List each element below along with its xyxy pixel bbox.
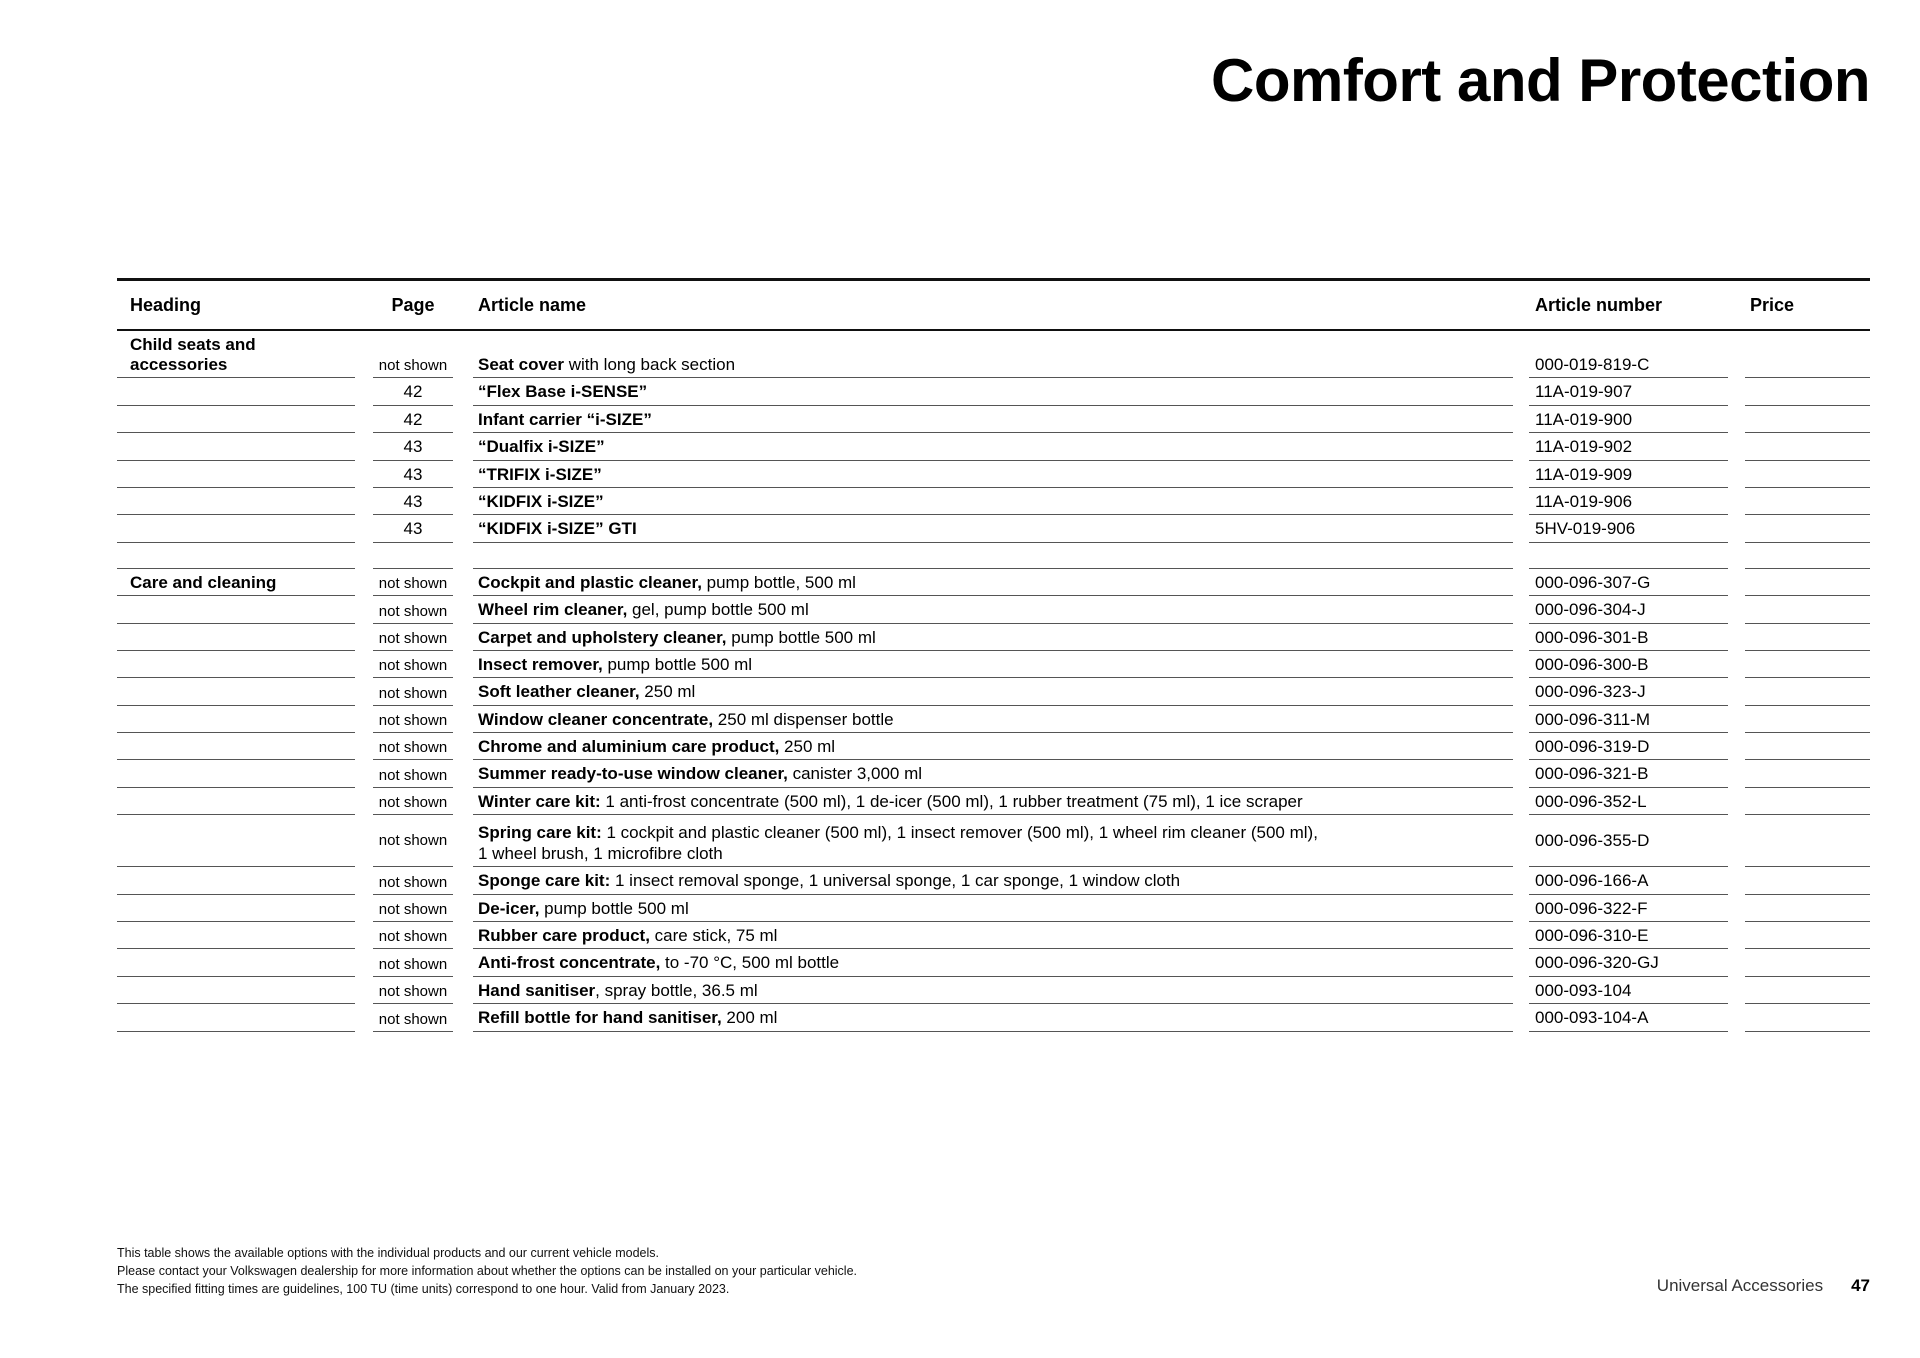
article-name-bold: “TRIFIX i-SIZE”	[478, 464, 602, 484]
table-row	[117, 977, 1870, 1004]
page-title: Comfort and Protection	[1211, 47, 1870, 114]
page-ref: 42	[373, 406, 453, 433]
article-name-bold: Refill bottle for hand sanitiser,	[478, 1008, 722, 1028]
article-number: 11A-019-906	[1529, 488, 1728, 515]
section-heading: Child seats and accessories	[117, 331, 355, 379]
article-name-bold: “KIDFIX i-SIZE”	[478, 491, 604, 511]
empty-cell	[117, 753, 355, 760]
table-row	[117, 515, 1870, 542]
table-row	[117, 331, 1870, 379]
price-cell	[1745, 644, 1870, 651]
page-ref: not shown	[373, 599, 453, 624]
table-row	[117, 461, 1870, 488]
price-cell	[1745, 371, 1870, 378]
article-name	[473, 461, 1513, 488]
footer-section-label: Universal Accessories	[1656, 1276, 1824, 1295]
price-cell	[1745, 399, 1870, 406]
table-row	[117, 406, 1870, 433]
page-ref: not shown	[373, 897, 453, 922]
article-number: 000-096-355-D	[1529, 815, 1728, 867]
price-cell	[1745, 997, 1870, 1004]
article-name-bold: Seat cover	[478, 354, 564, 374]
article-number: 000-096-321-B	[1529, 760, 1728, 787]
article-name-detail: 250 ml	[779, 737, 836, 757]
article-name	[473, 760, 1513, 787]
table-row	[117, 433, 1870, 460]
price-cell	[1745, 589, 1870, 596]
page-ref: not shown	[373, 626, 453, 651]
table-row	[117, 488, 1870, 515]
page-footer	[1657, 1276, 1870, 1296]
article-name-detail: 250 ml	[639, 682, 696, 702]
article-name-detail-line2: 1 wheel brush, 1 microfibre cloth	[478, 843, 723, 863]
article-name	[473, 378, 1513, 405]
page-ref: 42	[373, 378, 453, 405]
table-row	[117, 569, 1870, 596]
empty-cell	[117, 454, 355, 461]
article-name-bold: Insect remover,	[478, 654, 603, 674]
page-ref: 43	[373, 515, 453, 542]
article-number: 000-096-300-B	[1529, 651, 1728, 678]
article-name-detail: pump bottle 500 ml	[726, 627, 876, 647]
article-name-detail: care stick, 75 ml	[649, 926, 778, 946]
empty-cell	[117, 915, 355, 922]
article-number: 000-093-104	[1529, 977, 1728, 1004]
footnote-line: Please contact your Volkswagen dealership for more information about whether the options can be installed on your particular vehicle.	[117, 1264, 858, 1279]
article-name-bold: Winter care kit:	[478, 791, 601, 811]
article-number: 000-096-352-L	[1529, 788, 1728, 815]
article-name-detail: 250 ml dispenser bottle	[713, 709, 894, 729]
page-ref: 43	[373, 488, 453, 515]
empty-cell	[117, 543, 355, 569]
article-name	[473, 949, 1513, 976]
article-name-bold: Sponge care kit:	[478, 871, 611, 891]
article-name	[473, 596, 1513, 623]
article-name-detail: pump bottle 500 ml	[602, 654, 753, 674]
page-ref: not shown	[373, 571, 453, 596]
table-row	[117, 378, 1870, 405]
article-number: 000-096-319-D	[1529, 733, 1728, 760]
article-name-detail: pump bottle, 500 ml	[701, 572, 856, 592]
price-cell	[1745, 808, 1870, 815]
empty-cell	[117, 536, 355, 543]
empty-cell	[117, 481, 355, 488]
article-name-detail: canister 3,000 ml	[787, 764, 923, 784]
table-row	[117, 815, 1870, 867]
table-row	[117, 624, 1870, 651]
article-name-bold: “Flex Base i-SENSE”	[478, 382, 648, 402]
article-name	[473, 895, 1513, 922]
page-ref: not shown	[373, 653, 453, 678]
table-row	[117, 706, 1870, 733]
empty-cell	[117, 815, 355, 867]
table-row	[117, 922, 1870, 949]
article-name	[473, 678, 1513, 705]
empty-cell	[117, 671, 355, 678]
article-name	[473, 922, 1513, 949]
article-name-detail: 200 ml	[721, 1008, 778, 1028]
price-cell	[1745, 699, 1870, 706]
page-ref: not shown	[373, 870, 453, 895]
article-name-bold: Summer ready-to-use window cleaner,	[478, 764, 788, 784]
article-name-bold: Wheel rim cleaner,	[478, 600, 628, 620]
empty-cell	[117, 1025, 355, 1032]
article-name-bold: Window cleaner concentrate,	[478, 709, 714, 729]
page-ref: not shown	[373, 353, 453, 378]
table-row	[117, 596, 1870, 623]
footnote-line: This table shows the available options with the individual products and our current vehicle models.	[117, 1246, 659, 1260]
column-header-heading: Heading	[130, 295, 202, 315]
article-number: 000-096-307-G	[1529, 569, 1728, 596]
page-ref: not shown	[373, 924, 453, 949]
page-ref: 43	[373, 461, 453, 488]
article-number: 000-096-310-E	[1529, 922, 1728, 949]
article-number: 000-096-322-F	[1529, 895, 1728, 922]
price-cell	[1745, 508, 1870, 515]
price-cell	[1745, 726, 1870, 733]
empty-cell	[117, 644, 355, 651]
article-name	[473, 406, 1513, 433]
empty-cell	[373, 543, 453, 569]
article-name-bold: Soft leather cleaner,	[478, 682, 640, 702]
article-name-bold: “Dualfix i-SIZE”	[478, 437, 605, 457]
table-row	[117, 788, 1870, 815]
page-ref: not shown	[373, 979, 453, 1004]
article-name	[473, 351, 1513, 378]
empty-cell	[117, 970, 355, 977]
empty-cell	[117, 399, 355, 406]
empty-cell	[117, 781, 355, 788]
table-spacer-row	[117, 543, 1870, 569]
article-number: 000-019-819-C	[1529, 351, 1728, 378]
article-name-detail: 1 cockpit and plastic cleaner (500 ml), 1 insect remover (500 ml), 1 wheel rim cleaner (500 ml),	[601, 823, 1318, 843]
article-name	[473, 733, 1513, 760]
empty-cell	[117, 699, 355, 706]
article-name	[473, 569, 1513, 596]
article-name	[473, 515, 1513, 542]
article-name	[473, 706, 1513, 733]
price-cell	[1745, 617, 1870, 624]
table-row	[117, 867, 1870, 894]
article-name	[473, 788, 1513, 815]
article-name	[473, 651, 1513, 678]
page-number: 47	[1851, 1276, 1870, 1295]
price-cell	[1745, 970, 1870, 977]
column-header-article-name: Article name	[478, 295, 587, 315]
article-name-bold: Spring care kit:	[478, 823, 602, 843]
article-name	[473, 488, 1513, 515]
column-header-price: Price	[1750, 295, 1795, 315]
page-ref: not shown	[373, 790, 453, 815]
table-row	[117, 949, 1870, 976]
article-name	[473, 867, 1513, 894]
empty-cell	[473, 543, 1513, 569]
empty-cell	[117, 808, 355, 815]
column-header-page: Page	[391, 295, 435, 315]
empty-cell	[1529, 543, 1728, 569]
footnotes	[117, 1244, 857, 1298]
article-name	[473, 820, 1513, 867]
page-ref: not shown	[373, 763, 453, 788]
article-name	[473, 433, 1513, 460]
article-name-bold: “KIDFIX i-SIZE” GTI	[478, 519, 637, 539]
page-ref: not shown	[373, 1007, 453, 1032]
table-row	[117, 678, 1870, 705]
article-number: 000-093-104-A	[1529, 1004, 1728, 1031]
article-name-detail: 1 anti-frost concentrate (500 ml), 1 de-icer (500 ml), 1 rubber treatment (75 ml), 1 ice scraper	[600, 791, 1303, 811]
price-cell	[1745, 481, 1870, 488]
article-name-detail: 1 insect removal sponge, 1 universal sponge, 1 car sponge, 1 window cloth	[610, 871, 1181, 891]
table-body	[117, 331, 1870, 1032]
empty-cell	[117, 726, 355, 733]
table-header-row	[117, 281, 1870, 331]
page-ref: 43	[373, 433, 453, 460]
price-cell	[1745, 781, 1870, 788]
article-number: 11A-019-902	[1529, 433, 1728, 460]
price-cell	[1745, 915, 1870, 922]
price-cell	[1745, 888, 1870, 895]
table-row	[117, 760, 1870, 787]
article-number: 11A-019-907	[1529, 378, 1728, 405]
table-row	[117, 895, 1870, 922]
table-row	[117, 1004, 1870, 1031]
article-number: 11A-019-909	[1529, 461, 1728, 488]
page-ref: not shown	[373, 681, 453, 706]
accessories-table	[117, 278, 1870, 1032]
empty-cell	[117, 508, 355, 515]
article-name-detail: with long back section	[564, 354, 736, 374]
article-number: 000-096-304-J	[1529, 596, 1728, 623]
table-row	[117, 733, 1870, 760]
empty-cell	[117, 997, 355, 1004]
article-number: 000-096-301-B	[1529, 624, 1728, 651]
article-name	[473, 624, 1513, 651]
price-cell	[1745, 454, 1870, 461]
empty-cell	[117, 942, 355, 949]
article-name-detail: to -70 °C, 500 ml bottle	[660, 953, 840, 973]
table-row	[117, 651, 1870, 678]
price-cell	[1745, 942, 1870, 949]
page-ref: not shown	[373, 708, 453, 733]
article-name-detail: gel, pump bottle 500 ml	[627, 600, 809, 620]
article-name-bold: Hand sanitiser	[478, 980, 596, 1000]
article-number: 000-096-320-GJ	[1529, 949, 1728, 976]
article-number: 000-096-323-J	[1529, 678, 1728, 705]
article-name-bold: Chrome and aluminium care product,	[478, 737, 780, 757]
article-name-detail: , spray bottle, 36.5 ml	[595, 980, 758, 1000]
article-number: 000-096-166-A	[1529, 867, 1728, 894]
page-ref: not shown	[373, 735, 453, 760]
article-number: 000-096-311-M	[1529, 706, 1728, 733]
price-cell	[1745, 1025, 1870, 1032]
article-name-bold: Carpet and upholstery cleaner,	[478, 627, 727, 647]
article-name	[473, 1004, 1513, 1031]
article-number: 11A-019-900	[1529, 406, 1728, 433]
price-cell	[1745, 753, 1870, 760]
empty-cell	[1745, 543, 1870, 569]
article-name	[473, 977, 1513, 1004]
price-cell	[1745, 426, 1870, 433]
column-header-article-number: Article number	[1535, 295, 1663, 315]
article-name-bold: Anti-frost concentrate,	[478, 953, 661, 973]
article-name-bold: Infant carrier “i-SIZE”	[478, 409, 652, 429]
empty-cell	[117, 426, 355, 433]
empty-cell	[117, 617, 355, 624]
price-cell	[1745, 815, 1870, 867]
article-name-bold: De-icer,	[478, 898, 540, 918]
article-number: 5HV-019-906	[1529, 515, 1728, 542]
price-cell	[1745, 536, 1870, 543]
article-name-detail: pump bottle 500 ml	[539, 898, 689, 918]
page-ref: not shown	[373, 815, 453, 867]
article-name-bold: Cockpit and plastic cleaner,	[478, 572, 702, 592]
section-heading: Care and cleaning	[117, 569, 355, 596]
empty-cell	[117, 888, 355, 895]
article-name-bold: Rubber care product,	[478, 926, 650, 946]
footnote-line: The specified fitting times are guidelines, 100 TU (time units) correspond to one hour. Valid from January 2023.	[117, 1282, 730, 1297]
price-cell	[1745, 671, 1870, 678]
page-ref: not shown	[373, 952, 453, 977]
